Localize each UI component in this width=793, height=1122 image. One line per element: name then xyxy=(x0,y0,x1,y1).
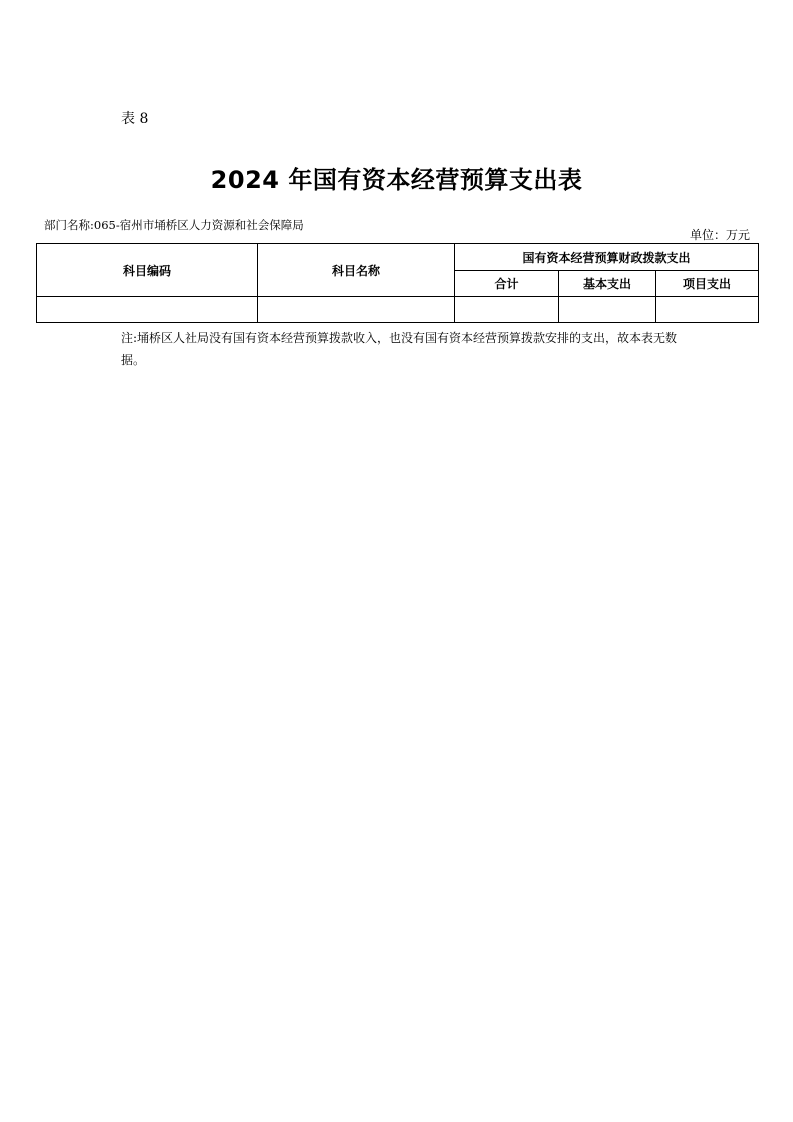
header-name: 科目名称 xyxy=(258,244,455,297)
table-label: 表 8 xyxy=(121,111,149,127)
cell-name xyxy=(258,297,455,323)
budget-table xyxy=(36,243,759,323)
header-group: 国有资本经营预算财政拨款支出 xyxy=(455,244,759,271)
cell-project xyxy=(656,297,759,323)
page-title: 2024 年国有资本经营预算支出表 xyxy=(210,166,583,194)
header-project: 项目支出 xyxy=(656,271,759,297)
header-total: 合计 xyxy=(455,271,559,297)
unit-label: 单位：万元 xyxy=(689,228,750,242)
cell-code xyxy=(37,297,258,323)
header-basic: 基本支出 xyxy=(559,271,656,297)
table-row xyxy=(37,297,759,323)
footnote: 注:埇桥区人社局没有国有资本经营预算拨款收入，也没有国有资本经营预算拨款安排的支出，故本表无数据。 xyxy=(121,331,678,367)
header-code: 科目编码 xyxy=(37,244,258,297)
cell-total xyxy=(455,297,559,323)
cell-basic xyxy=(559,297,656,323)
department-name: 部门名称:065-宿州市埇桥区人力资源和社会保障局 xyxy=(44,218,304,232)
